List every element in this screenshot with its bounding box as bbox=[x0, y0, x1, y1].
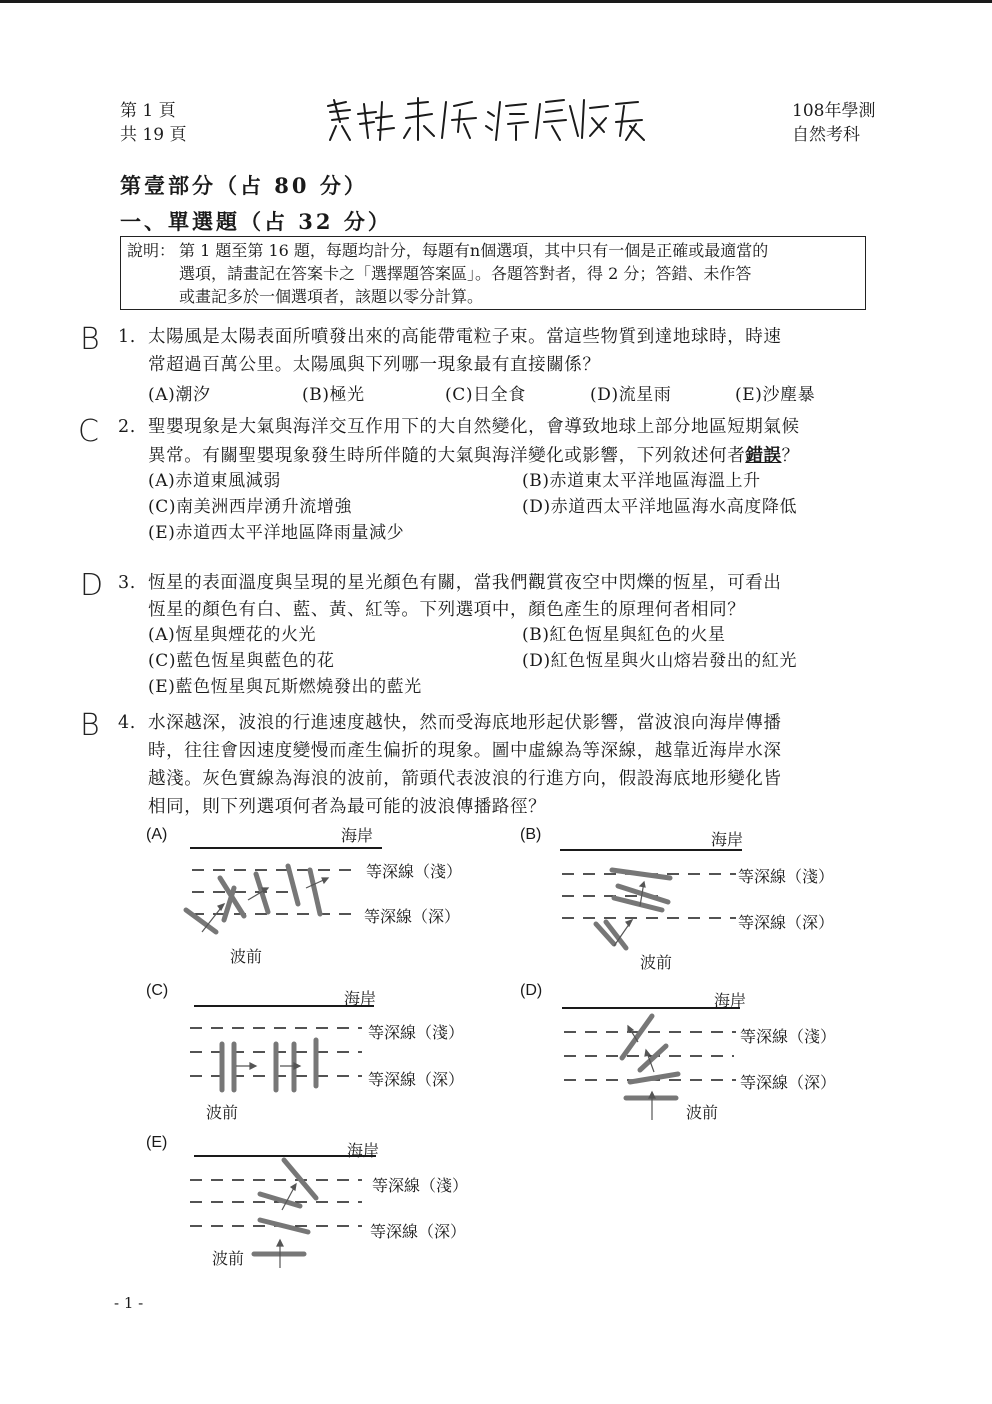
option: (B)赤道東太平洋地區海溫上升 bbox=[522, 471, 761, 491]
question-3-line-1: 恆星的表面溫度與呈現的星光顏色有關，當我們觀賞夜空中閃爍的恆星，可看出 bbox=[148, 573, 782, 593]
wave-diagram-c bbox=[176, 986, 476, 1116]
question-number: 2. bbox=[118, 417, 136, 437]
shallow-label: 等深線（淺） bbox=[372, 1178, 469, 1195]
coast-label: 海岸 bbox=[344, 991, 377, 1008]
deep-label: 等深線（深） bbox=[364, 909, 461, 926]
deep-label: 等深線（深） bbox=[368, 1072, 465, 1089]
question-1-line-2: 常超過百萬公里。太陽風與下列哪一現象最有直接關係？ bbox=[148, 355, 601, 375]
exam-year: 108年學測 bbox=[792, 101, 876, 121]
option: (C)藍色恆星與藍色的花 bbox=[148, 651, 335, 671]
question-2-line-2-text: 異常。有關聖嬰現象發生時所伴隨的大氣與海洋變化或影響，下列敘述何者 bbox=[148, 446, 746, 466]
option: (D)赤道西太平洋地區海水高度降低 bbox=[522, 497, 798, 517]
instructions-line-1: 第 1 題至第 16 題，每題均計分，每題有n個選項，其中只有一個是正確或最適當的 bbox=[179, 241, 769, 260]
question-1-line-1: 太陽風是太陽表面所噴發出來的高能帶電粒子束。當這些物質到達地球時，時速 bbox=[148, 327, 782, 347]
deep-label: 等深線（深） bbox=[740, 1075, 837, 1092]
question-3-line-2: 恆星的顏色有白、藍、黃、紅等。下列選項中，顏色產生的原理何者相同？ bbox=[148, 600, 746, 620]
shallow-label: 等深線（淺） bbox=[738, 869, 835, 886]
coast-label: 海岸 bbox=[341, 828, 374, 845]
shallow-label: 等深線（淺） bbox=[366, 864, 463, 881]
handwritten-answer-mark: B bbox=[80, 322, 100, 357]
question-2-line-1: 聖嬰現象是大氣與海洋交互作用下的大自然變化，會導致地球上部分地區短期氣候 bbox=[148, 417, 800, 437]
handwritten-title-signature bbox=[320, 92, 650, 148]
wave-diagram-a bbox=[176, 820, 476, 970]
option: (D)流星雨 bbox=[590, 385, 672, 405]
subject: 自然考科 bbox=[792, 125, 860, 145]
question-mark: ？ bbox=[781, 446, 800, 466]
question-number: 4. bbox=[118, 713, 136, 733]
shallow-label: 等深線（淺） bbox=[740, 1029, 837, 1046]
option: (A)潮汐 bbox=[148, 385, 211, 405]
panel-label-b: (B) bbox=[520, 826, 542, 843]
coast-label: 海岸 bbox=[714, 993, 747, 1010]
option: (E)赤道西太平洋地區降雨量減少 bbox=[148, 523, 405, 543]
panel-label-e: (E) bbox=[146, 1134, 168, 1151]
wavefront-label: 波前 bbox=[640, 955, 673, 972]
instructions-label: 說明： bbox=[127, 241, 176, 260]
section-title: 一、單選題（占 32 分） bbox=[120, 209, 392, 234]
handwritten-answer-mark: C bbox=[78, 414, 99, 449]
option: (C)南美洲西岸湧升流增強 bbox=[148, 497, 353, 517]
option: (E)沙塵暴 bbox=[735, 385, 816, 405]
question-number: 3. bbox=[118, 573, 136, 593]
wave-diagram-b bbox=[556, 826, 856, 976]
wavefront-label: 波前 bbox=[206, 1105, 239, 1122]
question-number: 1. bbox=[118, 327, 136, 347]
option: (D)紅色恆星與火山熔岩發出的紅光 bbox=[522, 651, 798, 671]
coast-label: 海岸 bbox=[711, 832, 744, 849]
panel-label-d: (D) bbox=[520, 982, 543, 999]
question-4-line-1: 水深越深，波浪的行進速度越快，然而受海底地形起伏影響，當波浪向海岸傳播 bbox=[148, 713, 782, 733]
part-title: 第壹部分（占 80 分） bbox=[120, 173, 368, 198]
option: (B)紅色恆星與紅色的火星 bbox=[522, 625, 726, 645]
page-total: 共 19 頁 bbox=[120, 125, 187, 145]
wavefront-label: 波前 bbox=[230, 949, 263, 966]
handwritten-answer-mark: B bbox=[80, 708, 100, 743]
coast-label: 海岸 bbox=[347, 1143, 380, 1160]
shallow-label: 等深線（淺） bbox=[368, 1025, 465, 1042]
option: (E)藍色恆星與瓦斯燃燒發出的藍光 bbox=[148, 677, 422, 697]
page-number: 第 1 頁 bbox=[120, 101, 176, 121]
instructions-line-2: 選項，請畫記在答案卡之「選擇題答案區」。各題答對者，得 2 分；答錯、未作答 bbox=[179, 264, 752, 283]
option: (C)日全食 bbox=[445, 385, 526, 405]
option: (A)赤道東風減弱 bbox=[148, 471, 281, 491]
question-4-line-2: 時，往往會因速度變慢而產生偏折的現象。圖中虛線為等深線，越靠近海岸水深 bbox=[148, 741, 782, 761]
option: (B)極光 bbox=[302, 385, 365, 405]
page-footer: - 1 - bbox=[114, 1294, 144, 1312]
instructions-line-3: 或畫記多於一個選項者，該題以零分計算。 bbox=[179, 287, 484, 306]
question-4-line-3: 越淺。灰色實線為海浪的波前，箭頭代表波浪的行進方向，假設海底地形變化皆 bbox=[148, 769, 782, 789]
option: (A)恆星與煙花的火光 bbox=[148, 625, 317, 645]
top-border bbox=[0, 0, 992, 3]
instructions-box bbox=[120, 236, 866, 310]
deep-label: 等深線（深） bbox=[370, 1224, 467, 1241]
handwritten-answer-mark: D bbox=[80, 568, 104, 603]
deep-label: 等深線（深） bbox=[738, 915, 835, 932]
question-4-line-4: 相同，則下列選項何者為最可能的波浪傳播路徑？ bbox=[148, 797, 547, 817]
panel-label-a: (A) bbox=[146, 826, 168, 843]
emphasis-word: 錯誤 bbox=[745, 446, 782, 466]
question-2-line-2 bbox=[148, 443, 870, 469]
wavefront-label: 波前 bbox=[212, 1251, 245, 1268]
panel-label-c: (C) bbox=[146, 982, 169, 999]
wavefront-label: 波前 bbox=[686, 1105, 719, 1122]
